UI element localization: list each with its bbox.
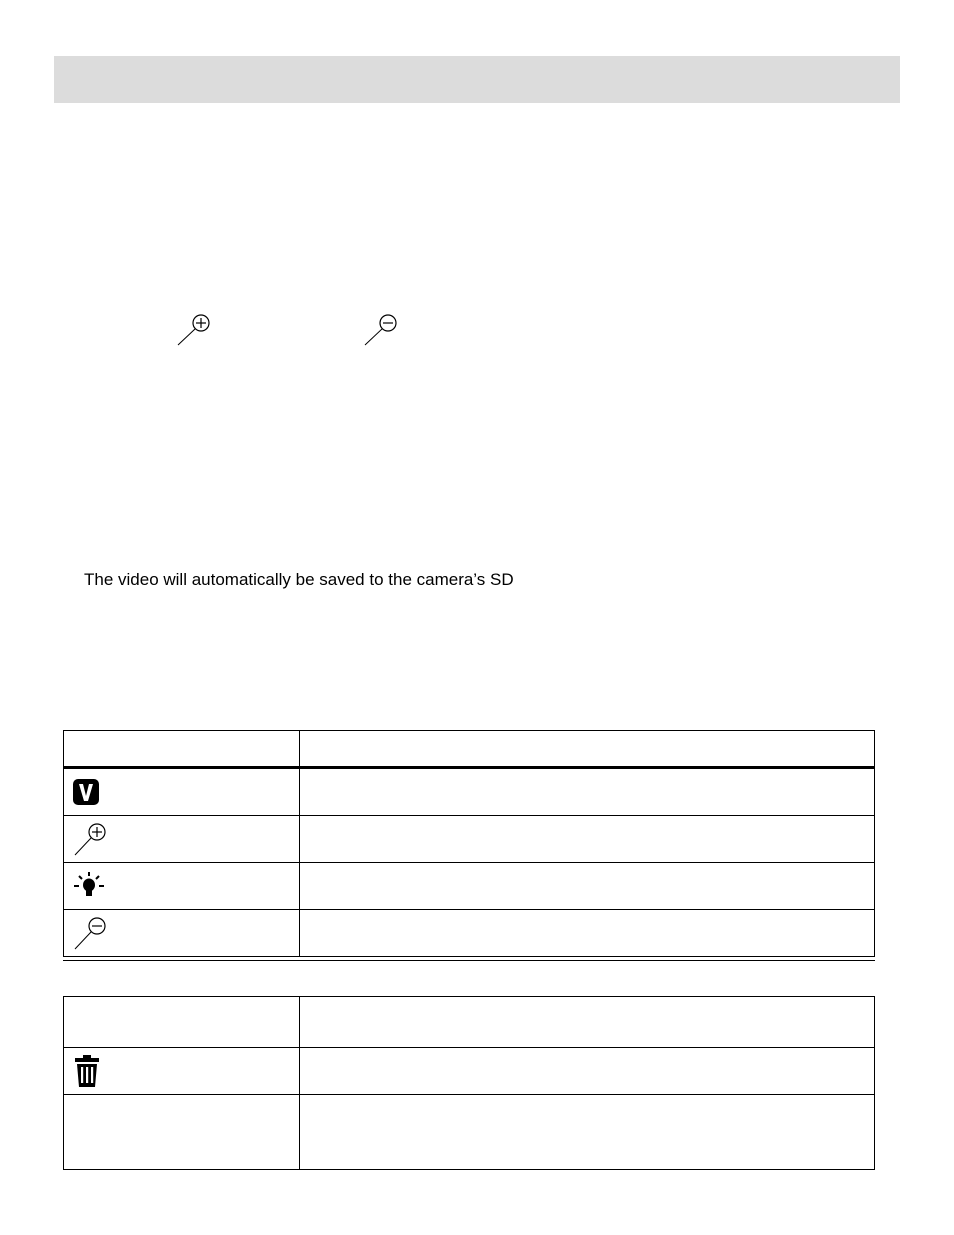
table-cell-description bbox=[300, 1095, 875, 1170]
table-row bbox=[64, 768, 875, 816]
zoom-in-icon bbox=[176, 313, 212, 347]
table-row bbox=[64, 910, 875, 957]
table-cell-icon bbox=[64, 1048, 300, 1095]
zoom-in-icon bbox=[72, 821, 108, 857]
table-cell-icon bbox=[64, 768, 300, 816]
led-light-icon bbox=[72, 871, 106, 901]
table-row bbox=[64, 1048, 875, 1095]
video-mode-icon bbox=[72, 778, 100, 806]
table-row bbox=[64, 863, 875, 910]
section-header-bar bbox=[54, 56, 900, 103]
zoom-out-icon bbox=[72, 915, 108, 951]
table-cell-icon bbox=[64, 816, 300, 863]
table-cell-description bbox=[300, 768, 875, 816]
table-cell-description bbox=[300, 816, 875, 863]
table-header-cell bbox=[64, 731, 300, 768]
table-cell-icon bbox=[64, 910, 300, 957]
zoom-out-icon bbox=[363, 313, 399, 347]
table-cell-label bbox=[64, 997, 300, 1048]
table-row bbox=[64, 1095, 875, 1170]
table-cell-label bbox=[64, 1095, 300, 1170]
table-header-row bbox=[64, 731, 875, 768]
video-controls-table bbox=[63, 730, 875, 957]
table-cell-icon bbox=[64, 863, 300, 910]
trash-icon bbox=[72, 1054, 102, 1088]
table-header-cell bbox=[300, 731, 875, 768]
table-divider bbox=[63, 960, 875, 961]
table-cell-description bbox=[300, 1048, 875, 1095]
table-cell-description bbox=[300, 910, 875, 957]
table-row bbox=[64, 997, 875, 1048]
table-row bbox=[64, 816, 875, 863]
table-cell-description bbox=[300, 997, 875, 1048]
playback-controls-table bbox=[63, 996, 875, 1170]
save-note-text: The video will automatically be saved to the camera’s SD bbox=[84, 570, 514, 589]
table-cell-description bbox=[300, 863, 875, 910]
